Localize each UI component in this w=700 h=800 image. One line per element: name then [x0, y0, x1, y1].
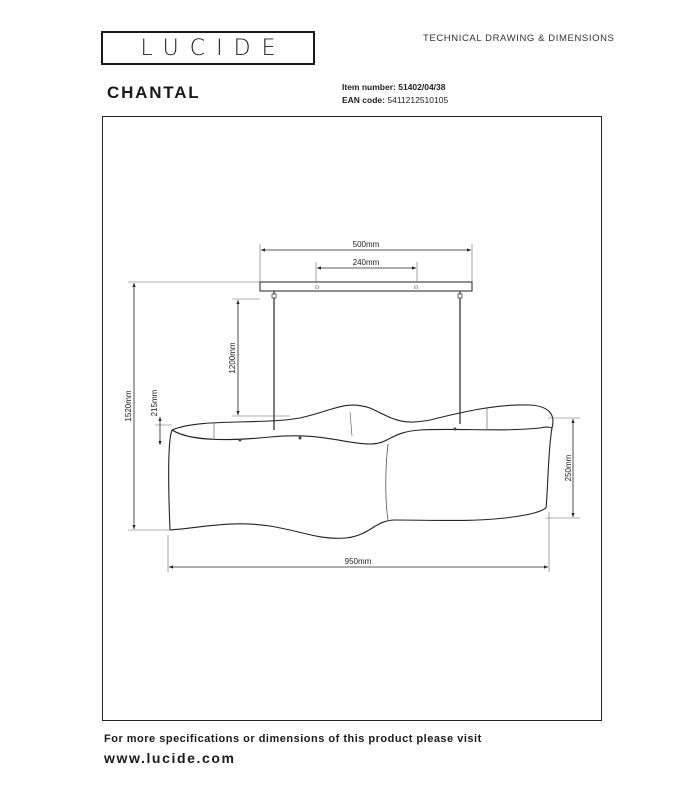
footer-note: For more specifications or dimensions of this product please visit: [104, 733, 482, 745]
item-number-label: Item number:: [342, 82, 396, 92]
svg-text:☊: ☊: [414, 285, 419, 291]
dimension-cable-length: 1200mm: [228, 342, 237, 374]
brand-logo-text: LUCIDE: [140, 35, 287, 61]
suspension-cables: [272, 291, 462, 430]
dimension-canopy-width: 500mm: [352, 240, 380, 249]
item-number-value: 51402/04/38: [398, 82, 446, 92]
extension-lines: [128, 244, 580, 572]
svg-text:☊: ☊: [315, 285, 320, 291]
lamp-shade: [169, 405, 553, 538]
document-title: TECHNICAL DRAWING & DIMENSIONS: [423, 33, 615, 44]
ean-code-value: 5411212510105: [387, 95, 449, 105]
dimension-total-height: 1520mm: [124, 390, 133, 422]
ceiling-canopy: [260, 282, 472, 291]
dimension-shade-offset: 215mm: [150, 389, 159, 417]
dimension-overall-width: 950mm: [344, 557, 372, 566]
product-name: CHANTAL: [107, 83, 201, 102]
website-link[interactable]: www.lucide.com: [104, 750, 236, 766]
ean-code-label: EAN code:: [342, 95, 385, 105]
dimension-lines: [134, 250, 573, 567]
dimension-fixing-distance: 240mm: [352, 258, 380, 267]
dimension-shade-height: 250mm: [564, 454, 573, 482]
